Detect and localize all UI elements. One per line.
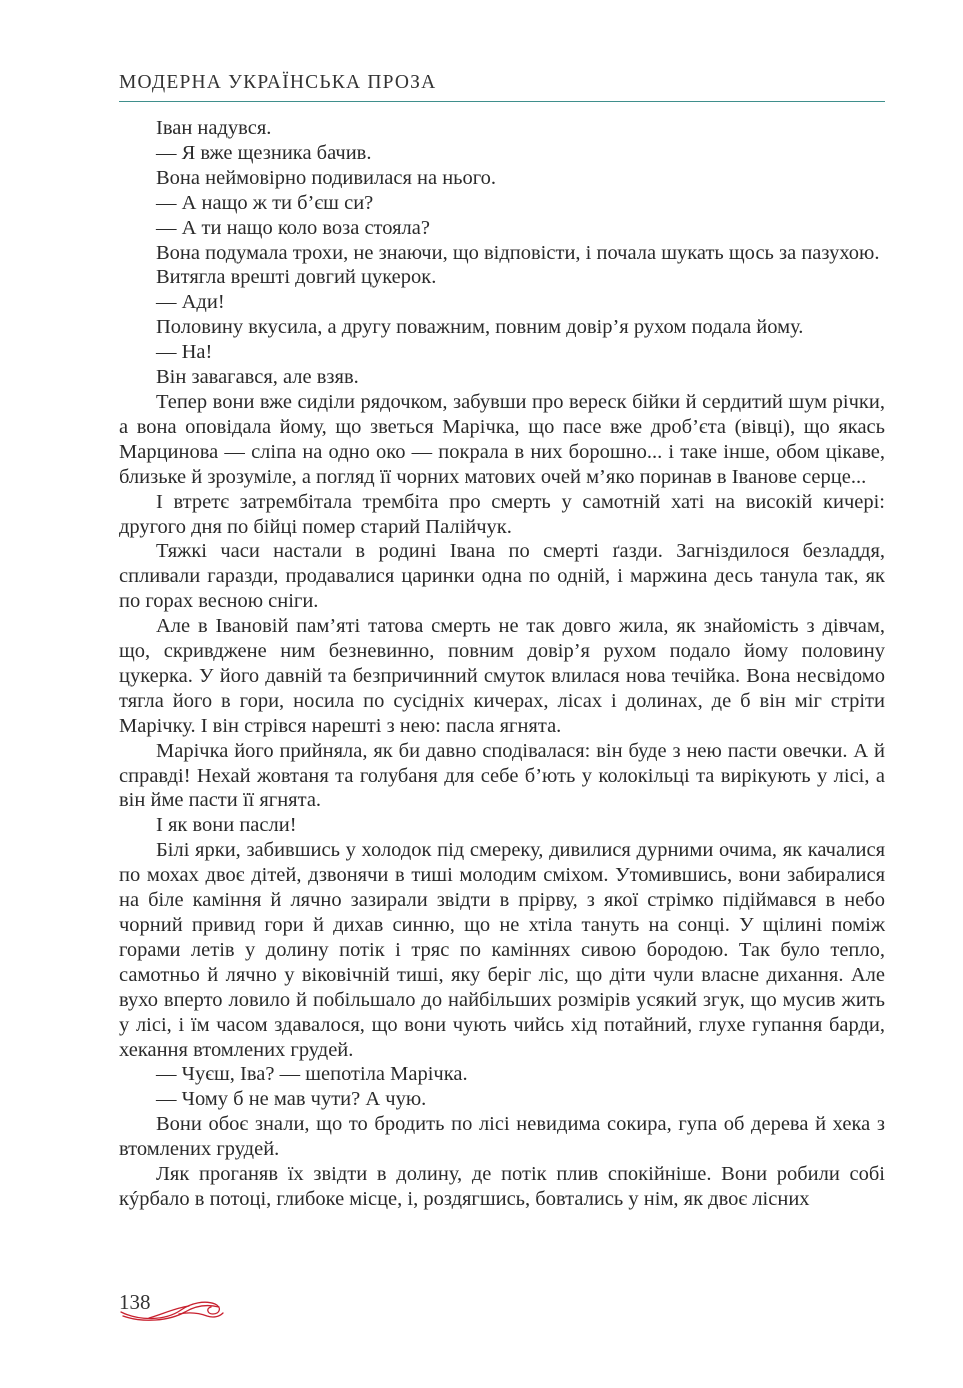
page-number: 138	[119, 1290, 151, 1314]
paragraph: Тепер вони вже сиділи рядочком, забувши про вереск бійки й сердитий шум річки, а вона оповідала йому, що зветься Марічка, що пасе вже дроб’єта (вівці), що якась Марцинова — сліпа на одно око — покрала в них борошно... і таке інше, обом цікаве, близьке й зрозуміле, а погляд її чорних матових очей м’яко поринав в Іванове серце...	[119, 390, 885, 488]
paragraph: Вони обоє знали, що то бродить по лісі невидима сокира, гупа об дерева й хека з втомлених грудей.	[119, 1113, 885, 1161]
paragraph: — Я вже щезника бачив.	[156, 141, 372, 164]
paragraph: Ляк проганяв їх звідти в долину, де потік плив спокійніше. Вони робили собі кýрбало в потоці, глибоке місце, і, роздягшись, бовтались у нім, як двоє лісних	[119, 1163, 885, 1210]
paragraph: І втретє затрембітала трембіта про смерть у самотній хаті на високій кичері: другого дня по бійці помер старий Палійчук.	[119, 490, 885, 538]
paragraph: — На!	[156, 341, 213, 364]
paragraph: — А ти нащо коло воза стояла?	[156, 216, 430, 239]
page-body	[119, 116, 885, 1212]
paragraph: Тяжкі часи настали в родині Івана по смерті ґазди. Загніздилося безладдя, спливали гаразди, продавалися царинки одна по одній, і маржина десь танула так, як по горах весною сніги.	[119, 540, 885, 613]
paragraph: — Чому б не мав чути? А чую.	[156, 1088, 427, 1111]
paragraph: Вона подумала трохи, не знаючи, що відповісти, і почала шукать щось за пазухою.	[156, 241, 880, 264]
paragraph: Білі ярки, забившись у холодок під смереку, дивилися дурними очима, як качалися по мохах двоє дітей, дзвонячи в тиші молодим сміхом. Утомившись, вони забиралися на біле каміння й лячно зазирали звідти в прірву, з якої стрімко підіймався в небо чорний привид гори й дихав синню, що не хтіла тануть на сонці. У щілині поміж горами летів у долину потік і тряс по каміннях сивою бородою. Так було тепло, самотньо й лячно у віковічній тиші, яку беріг ліс, що діти чули власне дихання. Але вухо вперто ловило й побільшало до найбільших розмірів усякий згук, що мусив жить у лісі, і їм часом здавалося, що вони чують чийсь хід потайний, глухе гупання барди, хекання втомлених грудей.	[119, 839, 885, 1061]
header-divider	[119, 101, 885, 102]
paragraph: Половину вкусила, а другу поважним, повним довір’я рухом подала йому.	[156, 316, 804, 339]
book-section-title: МОДЕРНА УКРАЇНСЬКА ПРОЗА	[119, 72, 437, 93]
paragraph: Але в Івановій пам’яті татова смерть не так довго жила, як знайомість з дівчам, що, скривджене ним безневинно, повним довір’я рухом подало йому половину цукерка. У його давній та безпричинний смуток влилася нова течійка. Вона несвідомо тягла його в гори, носила по сусідніх кичерах, лісах і долинах, де б він міг стріти Марічку. І він стрівся нарешті з нею: пасла ягнята.	[119, 615, 885, 737]
running-header	[119, 72, 885, 102]
paragraph: Іван надувся.	[156, 117, 272, 139]
paragraph: — Чуєш, Іва? — шепотіла Марічка.	[156, 1063, 468, 1086]
paragraph: Він завагався, але взяв.	[156, 366, 359, 389]
page-footer	[119, 1288, 239, 1328]
paragraph: Вона неймовірно подивилася на нього.	[156, 166, 497, 189]
paragraph: Витягла врешті довгий цукерок.	[156, 266, 437, 289]
paragraph: Марічка його прийняла, як би давно сподівалася: він буде з нею пасти овечки. А й справді! Нехай жовтаня та голубаня для себе б’ють у колокільці та вирікують у лісі, а він йме пасти її ягнята.	[119, 739, 885, 812]
paragraph: — Ади!	[156, 291, 225, 314]
paragraph: — А нащо ж ти б’єш си?	[156, 191, 374, 214]
paragraph: І як вони пасли!	[156, 814, 297, 837]
